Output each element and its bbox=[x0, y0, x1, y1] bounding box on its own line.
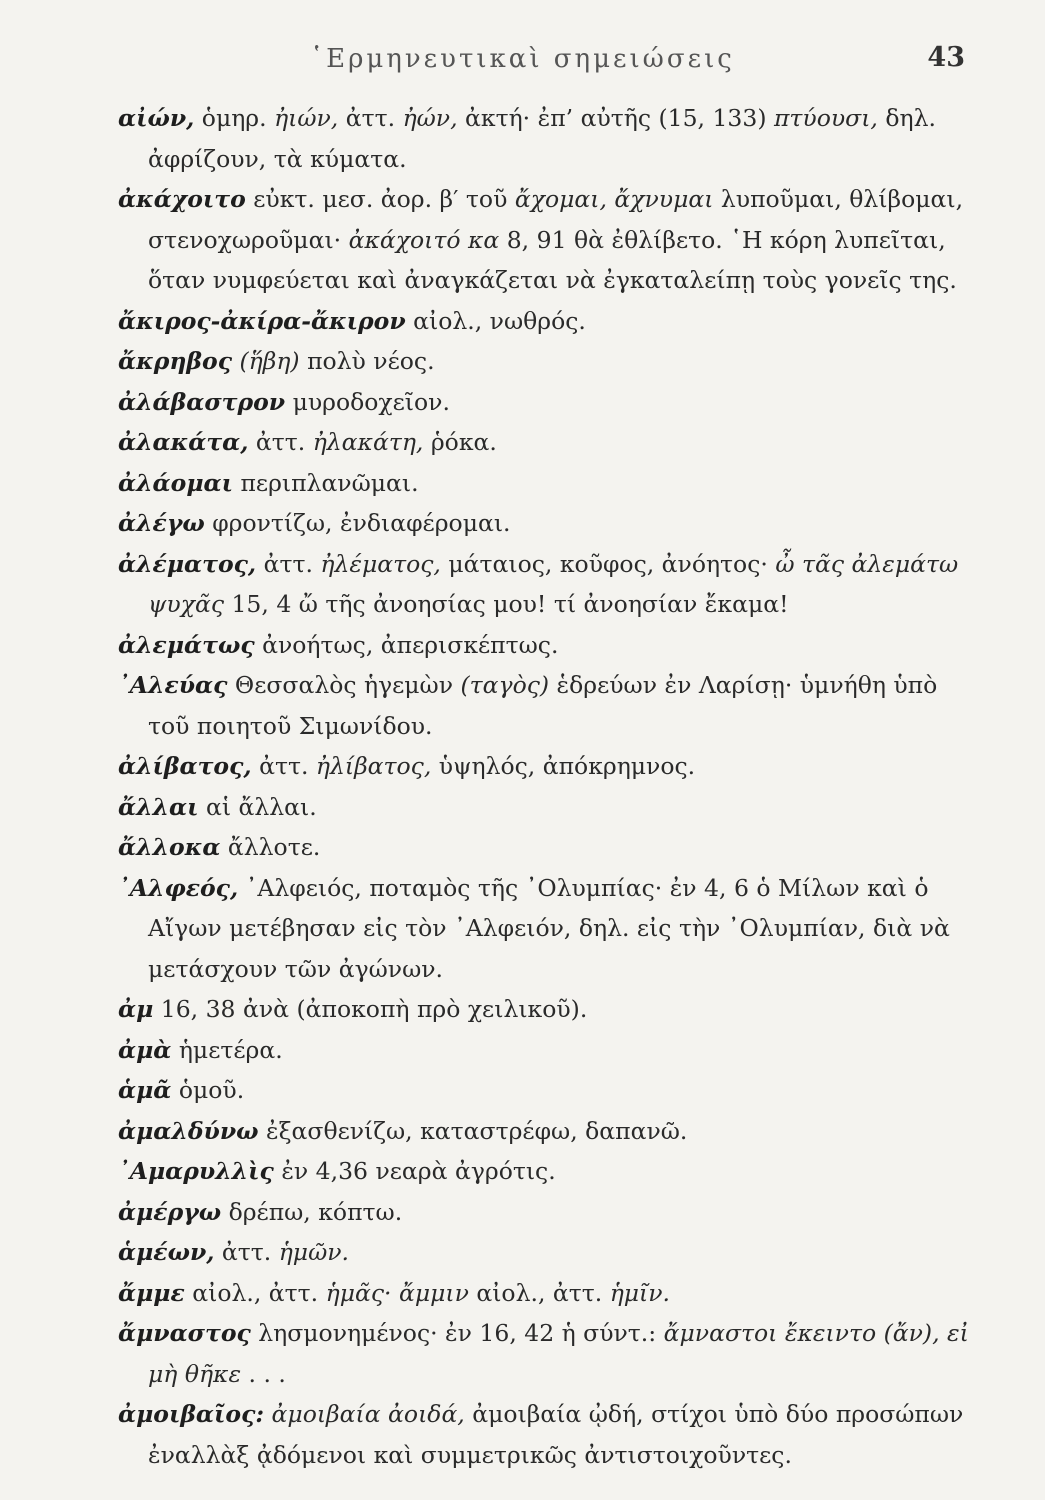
entry-headword: ἀλακάτα, bbox=[118, 428, 249, 456]
entry-definition-text: αἰολ., ἀττ. bbox=[468, 1278, 610, 1307]
entry-definition-text: ἡμετέρα. bbox=[171, 1035, 283, 1064]
entry-definition-text: . . . bbox=[241, 1359, 286, 1388]
glossary-entry bbox=[118, 787, 978, 828]
entry-definition-text: εὐκτ. μεσ. ἀορ. β′ τοῦ bbox=[245, 185, 515, 213]
glossary-entry bbox=[118, 1111, 978, 1152]
entry-definition-text: Θεσσαλὸς ἡγεμὼν bbox=[227, 671, 461, 699]
glossary-entry bbox=[118, 544, 978, 625]
entry-definition-text: 15, 4 ὤ τῆς ἀνοησίας μου! τί ἀνοησίαν ἔκαμα! bbox=[224, 590, 789, 618]
entry-headword: ἄλλοκα bbox=[118, 833, 221, 861]
glossary-entry bbox=[118, 827, 978, 868]
entry-definition-text: λυποῦμαι, θλίβομαι, στενοχωροῦμαι· bbox=[148, 185, 964, 254]
entry-definition-text: ἑδρεύων ἐν Λαρίσῃ· ὑμνήθη ὑπὸ τοῦ ποιητοῦ Σιμωνίδου. bbox=[148, 671, 938, 740]
entry-headword: ἁμᾶ bbox=[118, 1076, 172, 1104]
entry-definition-text: φροντίζω, ἐνδιαφέρομαι. bbox=[204, 509, 511, 537]
entry-headword: ἀλεμάτως bbox=[118, 630, 255, 659]
entry-headword: ἀλάβαστρον bbox=[118, 387, 286, 416]
entry-headword: ἀλέματος, bbox=[118, 549, 257, 578]
entry-definition-text: δηλ. ἀφρίζουν, τὰ κύματα. bbox=[148, 104, 936, 173]
entry-definition-text: ἄλλοτε. bbox=[220, 833, 321, 861]
glossary-entry bbox=[118, 1192, 978, 1233]
entry-italic-text: ἡμᾶς· bbox=[325, 1278, 392, 1307]
entry-headword: ἄμναστος bbox=[118, 1319, 251, 1347]
entry-headword: ἀκάχοιτο bbox=[118, 185, 246, 213]
glossary-entry bbox=[118, 341, 978, 382]
glossary-entry bbox=[118, 1030, 978, 1071]
entry-definition-text: αἰολ., νωθρός. bbox=[405, 306, 586, 335]
entry-definition-text bbox=[264, 1400, 271, 1428]
entry-italic-text: πτύουσι, bbox=[773, 104, 878, 132]
page-number: 43 bbox=[927, 42, 965, 73]
entry-definition-text: ὁμηρ. bbox=[194, 104, 275, 132]
glossary-entry bbox=[118, 1151, 978, 1192]
glossary-entry bbox=[118, 179, 978, 301]
entry-definition-text: ἀνοήτως, ἀπερισκέπτως. bbox=[254, 630, 559, 659]
entry-definition-text: ἐξασθενίζω, καταστρέφω, δαπανῶ. bbox=[258, 1116, 688, 1145]
entry-definition-text: πολὺ νέος. bbox=[299, 347, 435, 375]
entry-headword: ἄκρηβος bbox=[118, 347, 233, 375]
entry-definition-text: ἐν 4,36 νεαρὰ ἀγρότις. bbox=[273, 1157, 556, 1185]
entry-definition-text: ἀττ. bbox=[338, 104, 403, 132]
entry-headword: ἄκιρος-ἀκίρα-ἄκιρον bbox=[118, 306, 406, 335]
entry-definition-text bbox=[391, 1279, 398, 1307]
entry-italic-text: ἠιών, bbox=[274, 104, 339, 132]
glossary-entry bbox=[118, 463, 978, 504]
entry-definition-text: λησμονημένος· ἐν 16, 42 ἡ σύντ.: bbox=[250, 1319, 664, 1347]
entry-italic-text: ἡμῖν. bbox=[609, 1278, 671, 1307]
glossary-entry bbox=[118, 665, 978, 746]
entry-italic-text: ἠλίβατος, bbox=[315, 752, 432, 780]
entry-italic-text: ἀμοιβαία ἀοιδά, bbox=[271, 1400, 465, 1428]
entry-definition-text: ἀττ. bbox=[256, 549, 321, 578]
entry-definition-text: ὁμοῦ. bbox=[171, 1076, 245, 1104]
entry-definition-text: 8, 91 θὰ ἐθλίβετο. ῾Η κόρη λυπεῖται, ὅταν νυμφεύεται καὶ ἀναγκάζεται νὰ ἐγκαταλείπῃ τοὺς γονεῖς της. bbox=[148, 225, 957, 294]
entry-definition-text: δρέπω, κόπτω. bbox=[221, 1197, 403, 1226]
glossary-entry bbox=[118, 1313, 978, 1394]
entry-headword: ἄμμε bbox=[118, 1278, 185, 1307]
entry-italic-text: ἡμῶν. bbox=[278, 1238, 349, 1266]
glossary-entry bbox=[118, 746, 978, 787]
entry-headword: ᾿Αμαρυλλὶς bbox=[118, 1157, 274, 1185]
glossary-entry bbox=[118, 98, 978, 179]
entry-italic-text: ἠλακάτη, bbox=[312, 428, 424, 456]
entry-italic-text: ὦ τᾶς ἀλεμάτω ψυχᾶς bbox=[148, 549, 959, 618]
entry-definition-text bbox=[232, 347, 239, 375]
glossary-entry bbox=[118, 989, 978, 1030]
entry-headword: ἄλλαι bbox=[118, 792, 199, 821]
entry-definition-text: αἱ ἄλλαι. bbox=[198, 792, 317, 821]
entry-definition-text: ἀττ. bbox=[251, 752, 316, 780]
entry-headword: ᾿Αλφεός, bbox=[118, 873, 239, 902]
glossary-entry bbox=[118, 503, 978, 544]
entry-italic-text: ἠών, bbox=[402, 104, 458, 132]
glossary-entry bbox=[118, 1394, 978, 1475]
glossary-entry bbox=[118, 625, 978, 666]
glossary-entry bbox=[118, 1232, 978, 1273]
entry-headword: ἀμέργω bbox=[118, 1197, 222, 1226]
entry-italic-text: ἄμμιν bbox=[398, 1278, 469, 1307]
entry-definition-text: μάταιος, κοῦφος, ἀνόητος· bbox=[440, 549, 776, 578]
entry-headword: ᾿Αλεύας bbox=[118, 671, 228, 699]
entry-definition-text: αἰολ., ἀττ. bbox=[184, 1278, 326, 1307]
entry-italic-text: ἄχομαι, ἄχνυμαι bbox=[514, 185, 714, 213]
glossary-entry bbox=[118, 868, 978, 990]
glossary-entry bbox=[118, 301, 978, 342]
glossary-entry bbox=[118, 1273, 978, 1314]
entry-headword: ἀμοιβαῖος: bbox=[118, 1400, 265, 1428]
entry-headword: αἰών, bbox=[118, 104, 195, 132]
entry-headword: ἀλίβατος, bbox=[118, 752, 252, 780]
entry-italic-text: (ἥβη) bbox=[239, 347, 300, 375]
running-title: ῾Ερμηνευτικαὶ σημειώσεις bbox=[310, 44, 735, 74]
entry-definition-text: ἀμοιβαία ᾠδή, στίχοι ὑπὸ δύο προσώπων ἐναλλὰξ ᾀδόμενοι καὶ συμμετρικῶς ἀντιστοιχοῦντες. bbox=[148, 1400, 964, 1469]
entry-headword: ἀλάομαι bbox=[118, 468, 233, 497]
entry-headword: ἁμέων, bbox=[118, 1238, 215, 1266]
entry-definition-text: ἀττ. bbox=[248, 428, 313, 456]
entry-definition-text: ᾿Αλφειός, ποταμὸς τῆς ᾿Ολυμπίας· ἐν 4, 6 ὁ Μίλων καὶ ὁ Αἴγων μετέβησαν εἰς τὸν ᾿Αλφειόν, δηλ. εἰς τὴν ᾿Ολυμπίαν, διὰ νὰ μετάσχουν τῶν ἀγώνων. bbox=[148, 873, 950, 983]
entry-definition-text: μυροδοχεῖον. bbox=[285, 387, 450, 416]
glossary-entry bbox=[118, 1070, 978, 1111]
entry-definition-text: 16, 38 ἀνὰ (ἀποκοπὴ πρὸ χειλικοῦ). bbox=[153, 995, 588, 1023]
entry-definition-text: ἀκτή· ἐπ’ αὐτῆς (15, 133) bbox=[457, 104, 774, 132]
entry-italic-text: (ταγὸς) bbox=[460, 671, 550, 699]
glossary-entry bbox=[118, 382, 978, 423]
glossary-entry bbox=[118, 422, 978, 463]
entry-italic-text: ἄμναστοι ἔκειντο (ἄν), εἰ μὴ θῆκε bbox=[148, 1319, 969, 1388]
entry-definition-text: ἀττ. bbox=[214, 1238, 279, 1266]
entry-headword: ἀμαλδύνω bbox=[118, 1116, 259, 1145]
entry-italic-text: ἠλέματος, bbox=[320, 549, 441, 578]
entry-definition-text: περιπλανῶμαι. bbox=[232, 468, 419, 497]
glossary-entries bbox=[118, 98, 978, 1475]
entry-definition-text: ῥόκα. bbox=[423, 428, 497, 456]
entry-headword: ἀμ bbox=[118, 995, 154, 1023]
entry-headword: ἀμὰ bbox=[118, 1035, 172, 1064]
entry-definition-text: ὑψηλός, ἀπόκρημνος. bbox=[431, 752, 696, 780]
entry-italic-text: ἀκάχοιτό κα bbox=[348, 225, 500, 254]
entry-headword: ἀλέγω bbox=[118, 509, 205, 537]
